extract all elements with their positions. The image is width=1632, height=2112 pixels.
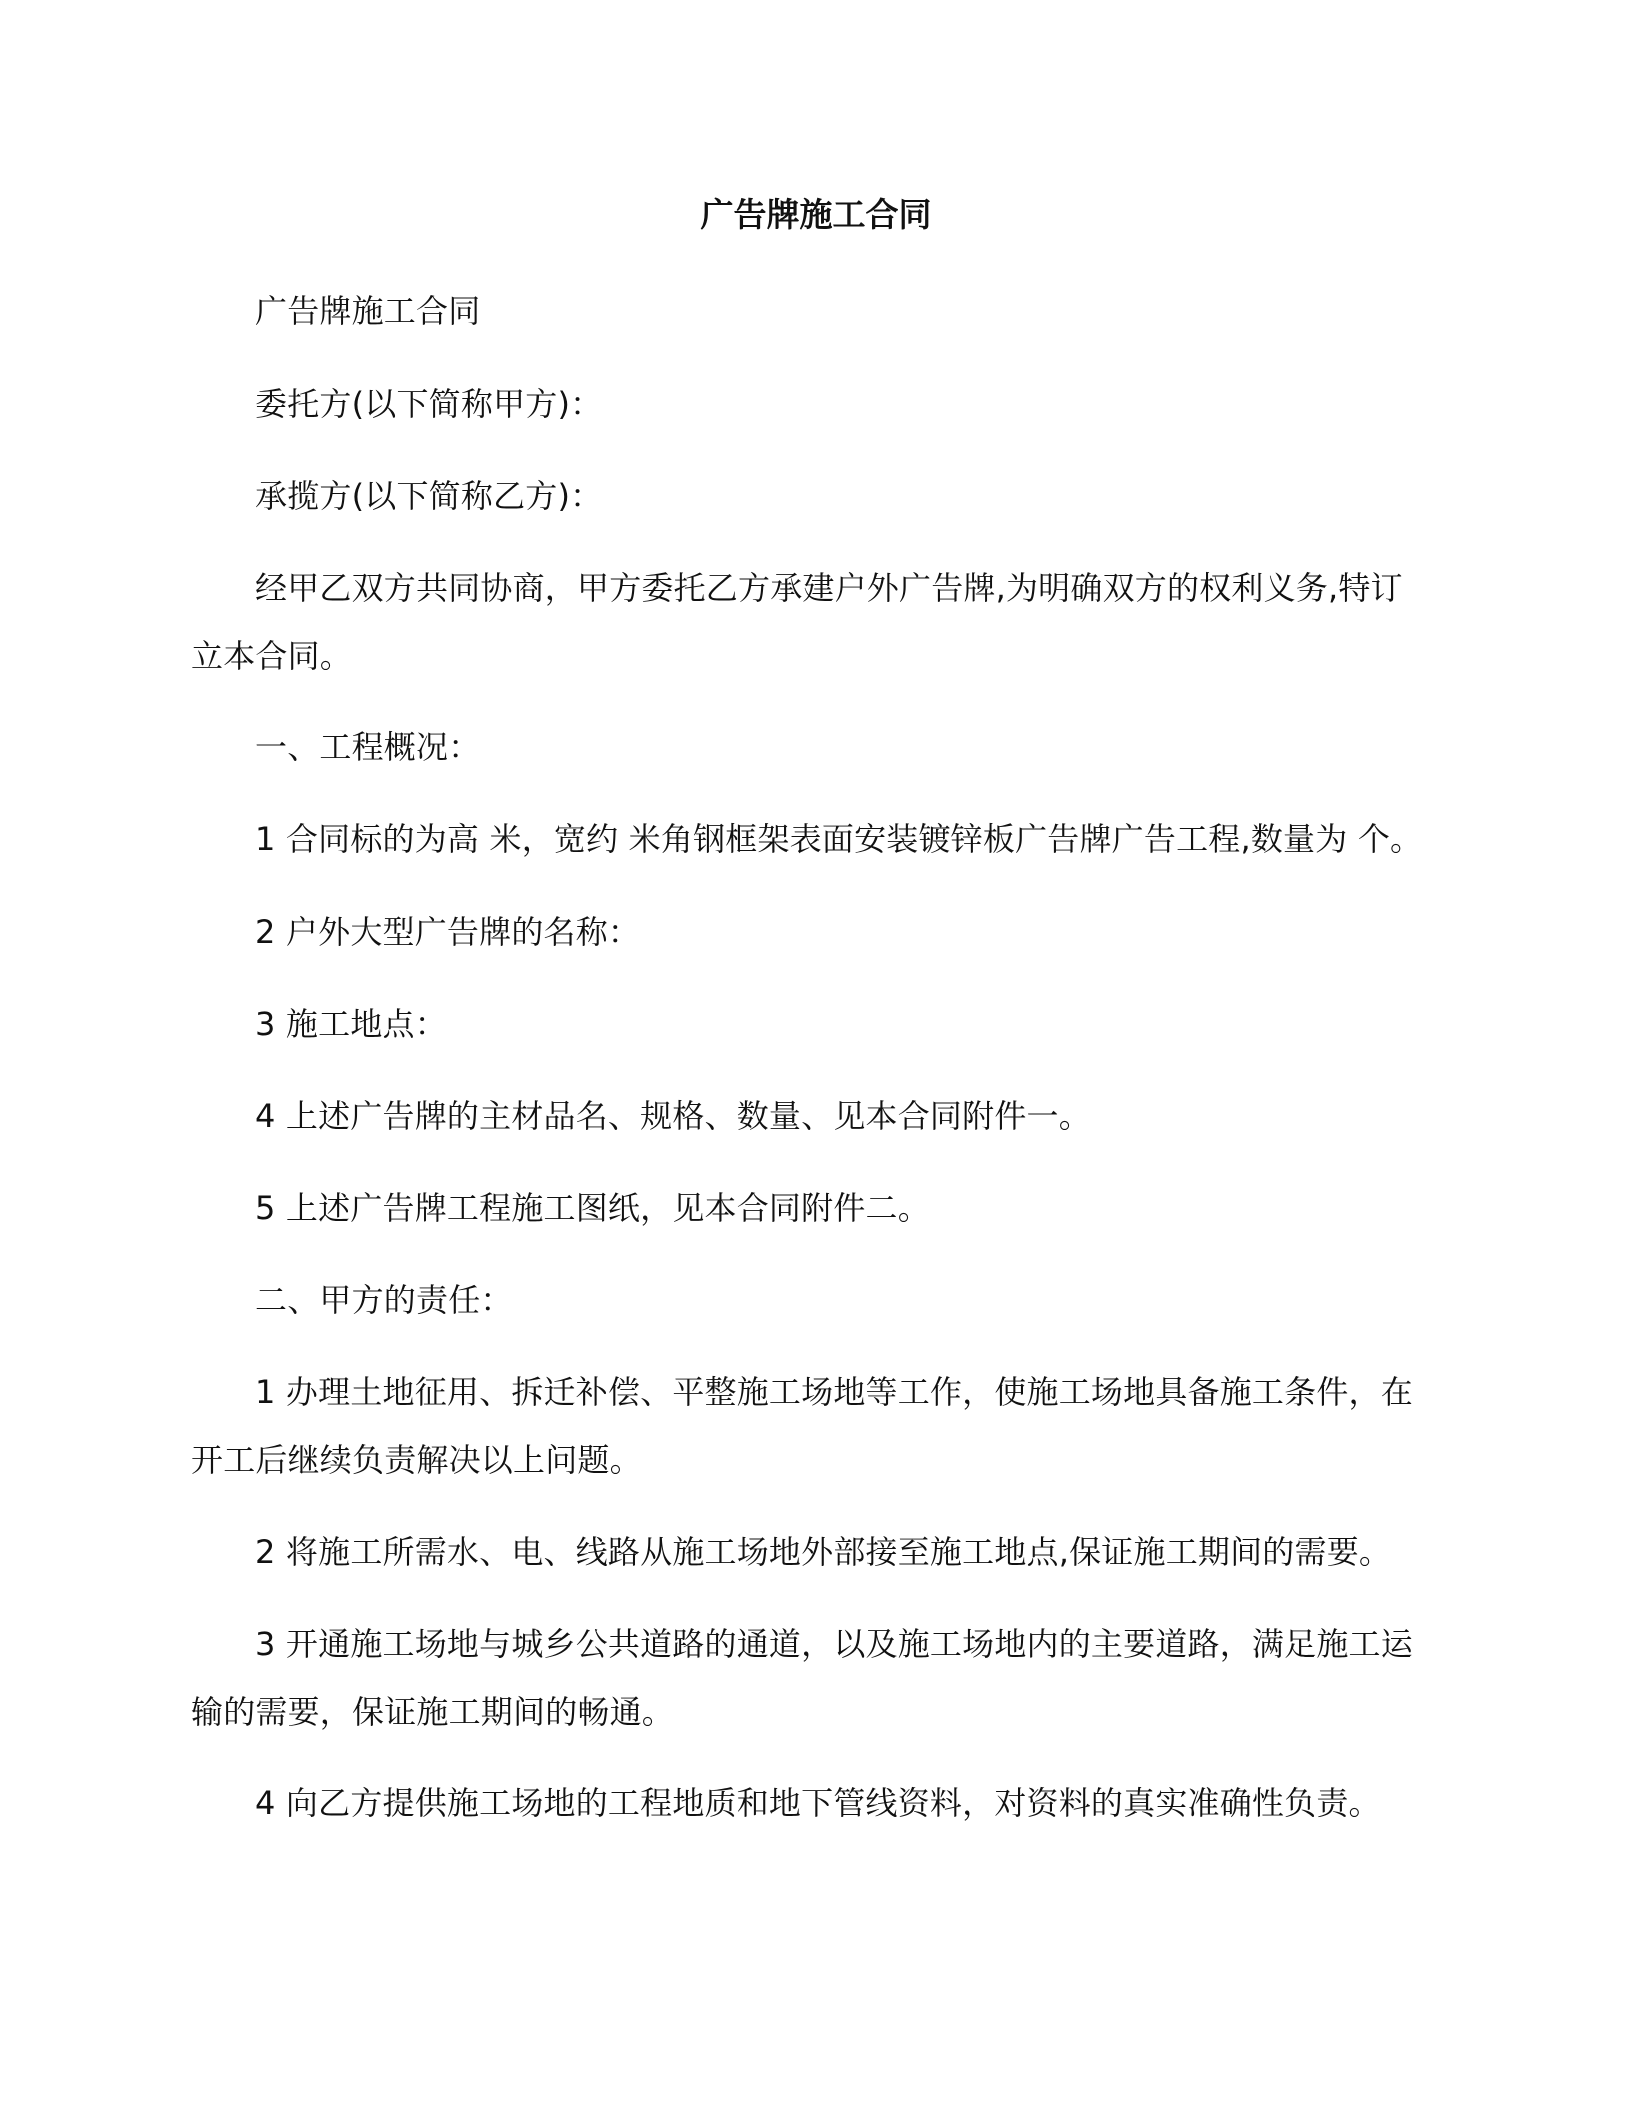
paragraph-item: 1 合同标的为高 米，宽约 米角钢框架表面安装镀锌板广告牌广告工程,数量为 个。 xyxy=(255,820,1423,858)
paragraph-item: 2 户外大型广告牌的名称： xyxy=(255,913,641,951)
paragraph-item: 2 将施工所需水、电、线路从施工场地外部接至施工地点,保证施工期间的需要。 xyxy=(255,1533,1392,1571)
paragraph-party-b: 承揽方(以下简称乙方)： xyxy=(255,477,603,515)
section-heading-project-overview: 一、工程概况： xyxy=(255,728,481,766)
paragraph-subtitle: 广告牌施工合同 xyxy=(255,292,481,330)
paragraph-party-a: 委托方(以下简称甲方)： xyxy=(255,385,603,423)
section-heading-party-a-duties: 二、甲方的责任： xyxy=(255,1281,513,1319)
paragraph-item: 1 办理土地征用、拆迁补偿、平整施工场地等工作，使施工场地具备施工条件，在开工后继续负责解决以上问题。 xyxy=(191,1373,1413,1479)
paragraph-item: 5 上述广告牌工程施工图纸，见本合同附件二。 xyxy=(255,1189,930,1227)
paragraph-item: 3 施工地点： xyxy=(255,1005,447,1043)
paragraph-item: 4 上述广告牌的主材品名、规格、数量、见本合同附件一。 xyxy=(255,1097,1091,1135)
document-title: 广告牌施工合同 xyxy=(700,195,932,234)
paragraph-preamble: 经甲乙双方共同协商，甲方委托乙方承建户外广告牌,为明确双方的权利义务,特订立本合同。 xyxy=(191,569,1403,675)
paragraph-item: 3 开通施工场地与城乡公共道路的通道，以及施工场地内的主要道路，满足施工运输的需要，保证施工期间的畅通。 xyxy=(191,1625,1413,1731)
paragraph-item: 4 向乙方提供施工场地的工程地质和地下管线资料，对资料的真实准确性负责。 xyxy=(255,1784,1381,1822)
